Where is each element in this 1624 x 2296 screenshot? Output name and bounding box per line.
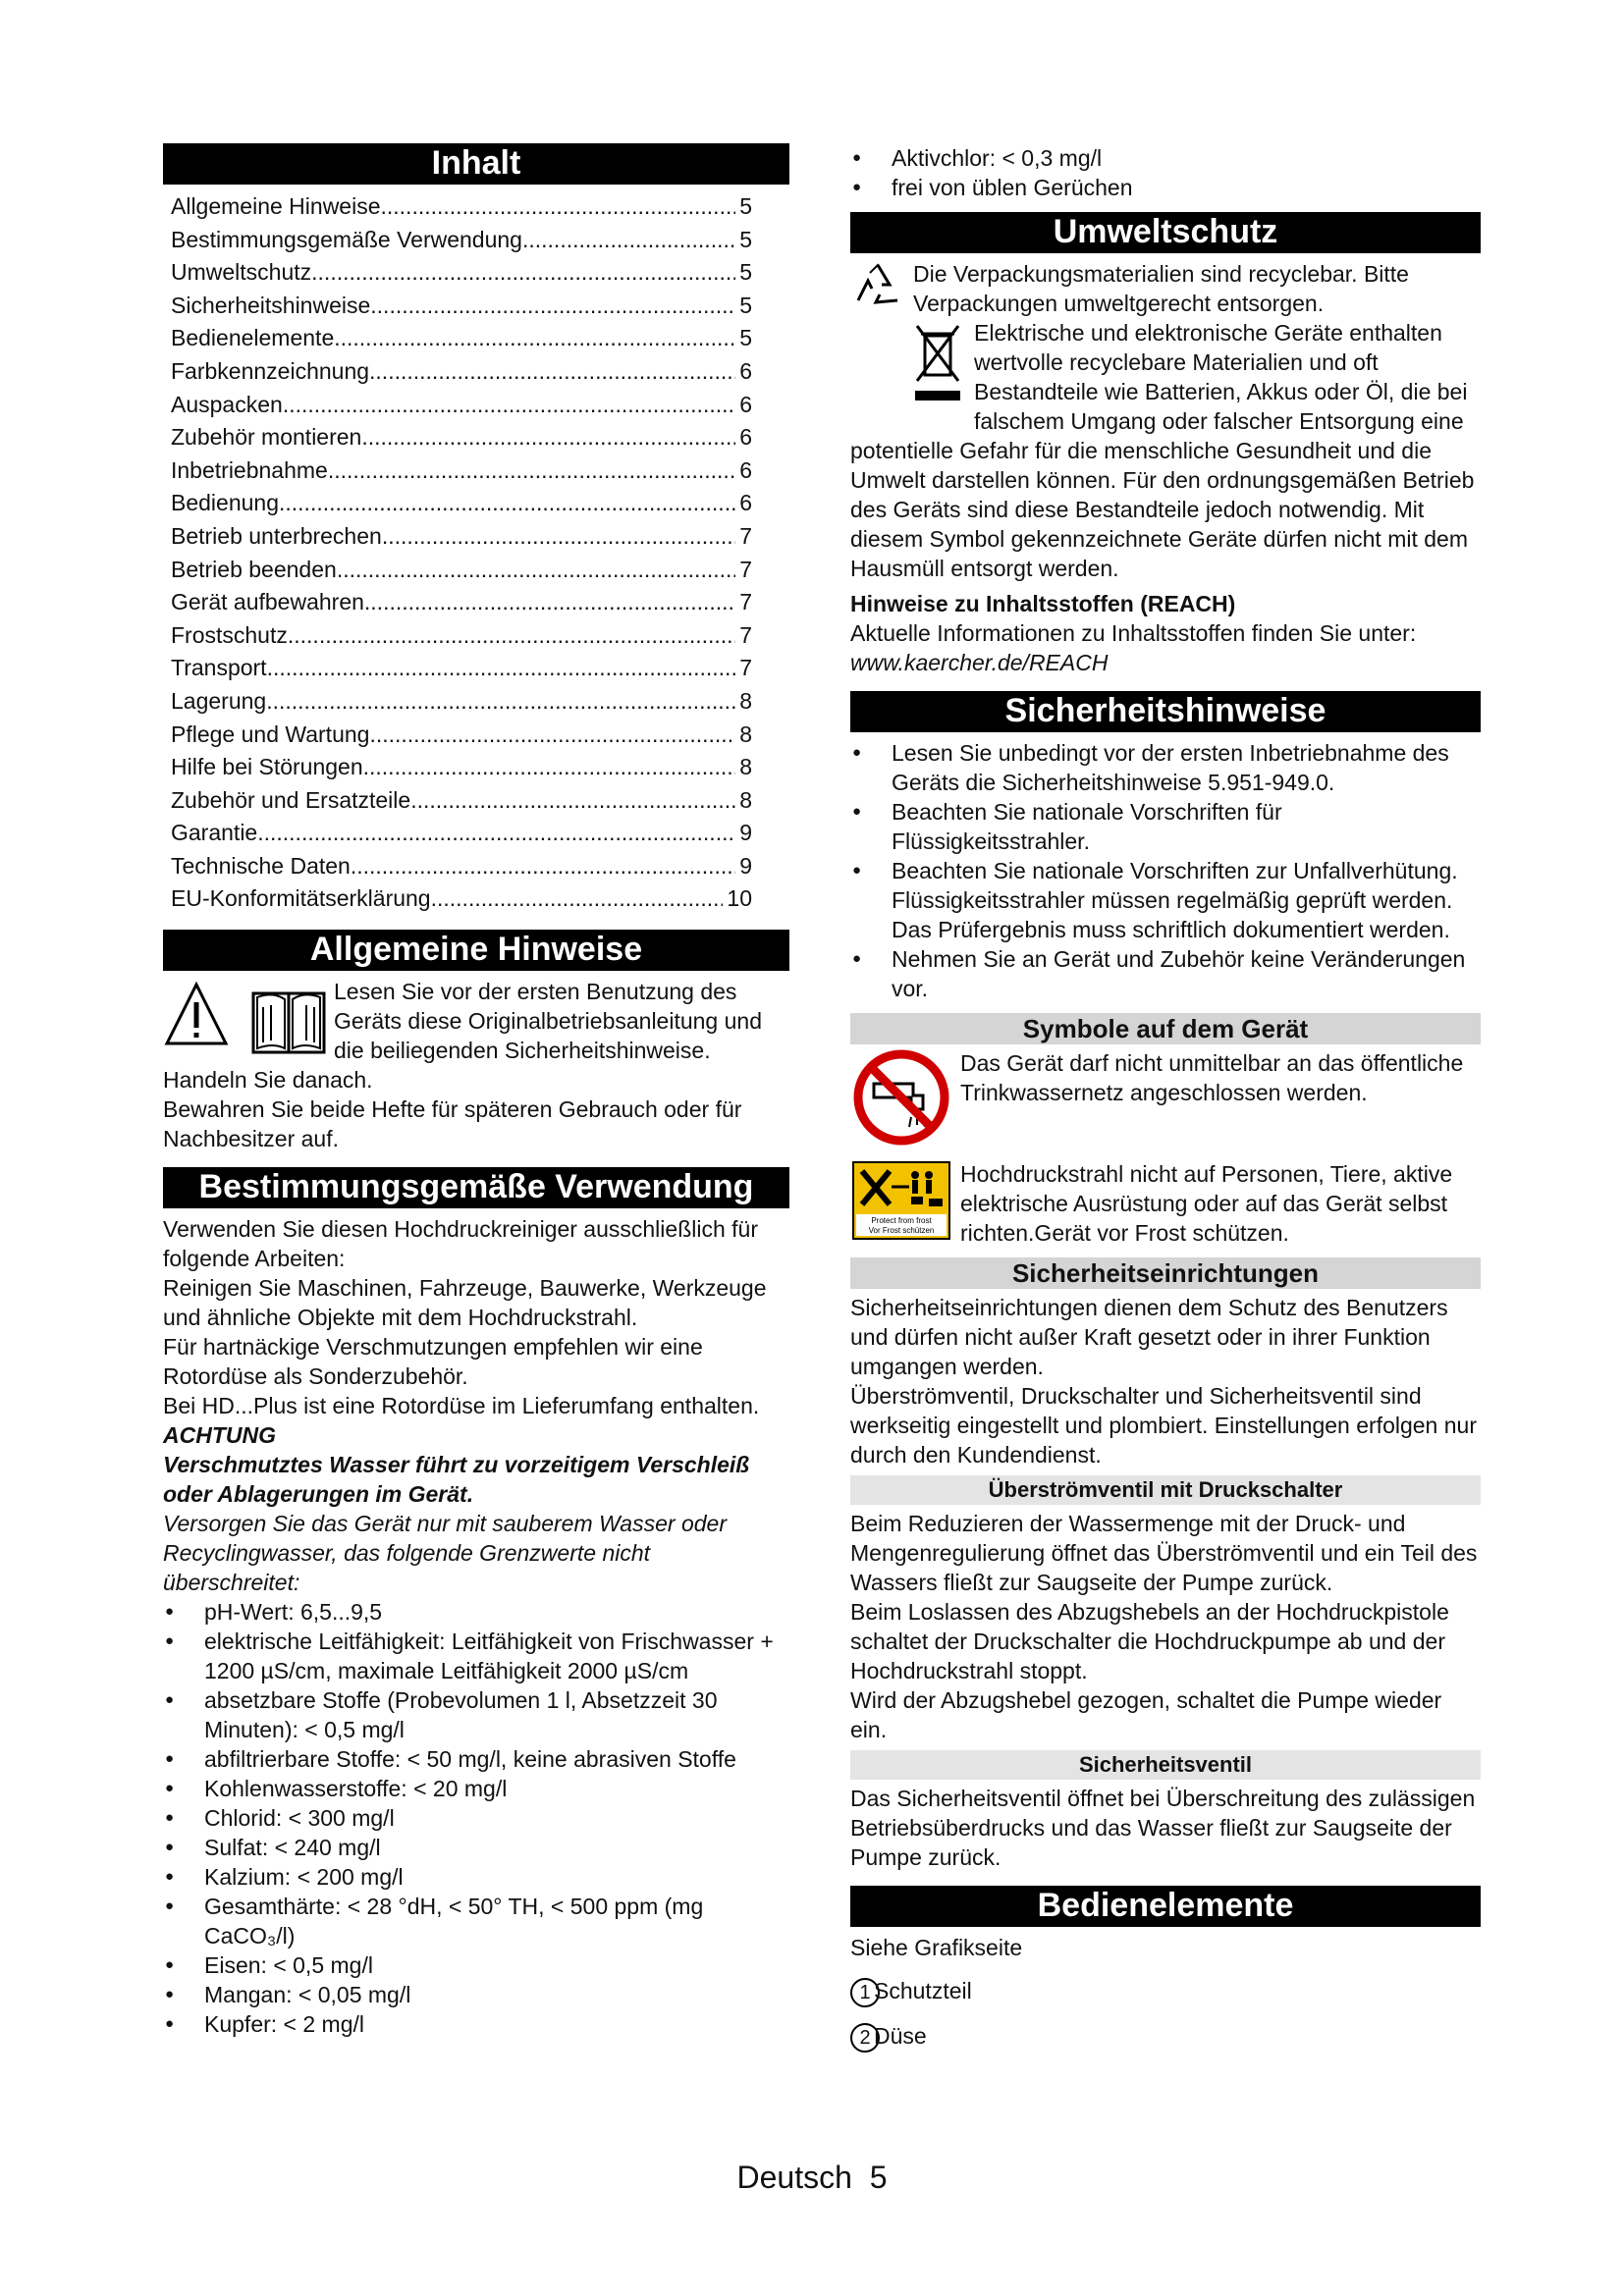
toc-list xyxy=(171,190,789,916)
environment-paragraph-1: Die Verpackungsmaterialien sind recyclebar. Bitte Verpackungen umweltgerecht entsorgen. xyxy=(913,261,1409,316)
environment-paragraph-2: Elektrische und elektronische Geräte enthalten wertvolle recyclebare Materialien und oft Bestandteile wie Batterien, Akkus oder Öl, die bei falschem Umgang oder falscher Entsorgung eine potentielle Gefahr für die menschliche Gesundheit und die Umwelt darstellen können. Für den ordnungsgemäßen Betrieb des Geräts sind diese Bestandteile jedoch notwendig. Mit diesem Symbol gekennzeichnete Geräte dürfen nicht mit dem Hausmüll entsorgt werden. xyxy=(850,320,1475,581)
intended-use-heading: Bestimmungsgemäße Verwendung xyxy=(163,1167,789,1208)
list-item: ● pH-Wert: 6,5...9,5 xyxy=(163,1597,789,1627)
safety-devices-paragraph-1: Sicherheitseinrichtungen dienen dem Schutz des Benutzers und dürfen nicht außer Kraft gesetzt oder in ihrer Funktion umgangen werden. xyxy=(850,1295,1448,1379)
list-item: ● Beachten Sie nationale Vorschriften für Flüssigkeitsstrahler. xyxy=(850,797,1481,856)
list-item: ● Chlorid: < 300 mg/l xyxy=(163,1803,789,1833)
no-spray-frost-warning-icon xyxy=(852,1161,950,1247)
list-item: ● Mangan: < 0,05 mg/l xyxy=(163,1980,789,2009)
list-item: ● Beachten Sie nationale Vorschriften zur Unfallverhütung. Flüssigkeitsstrahler müssen regelmäßig geprüft werden. Das Prüfergebnis muss schriftlich dokumentiert werden. xyxy=(850,856,1481,944)
toc-entry[interactable]: Bedienelemente ..... 5 xyxy=(171,322,752,355)
safety-devices-paragraph-2: Überströmventil, Druckschalter und Sicherheitsventil sind werkseitig eingestellt und plombiert. Einstellungen erfolgen nur durch den Kundendienst. xyxy=(850,1383,1477,1468)
toc-entry[interactable]: Betrieb beenden ..... 7 xyxy=(171,554,752,587)
reach-heading: Hinweise zu Inhaltsstoffen (REACH) xyxy=(850,591,1236,616)
toc-entry[interactable]: Sicherheitshinweise ..... 5 xyxy=(171,290,752,323)
crossed-bin-icon xyxy=(913,322,962,409)
toc-entry[interactable]: Bedienung ..... 6 xyxy=(171,487,752,520)
intended-paragraph-3: Für hartnäckige Verschmutzungen empfehlen wir eine Rotordüse als Sonderzubehör. xyxy=(163,1334,703,1390)
toc-entry[interactable]: Umweltschutz ..... 5 xyxy=(171,256,752,290)
overflow-paragraph-1: Beim Reduzieren der Wassermenge mit der Druck- und Mengenregulierung öffnet das Überströmventil und ein Teil des Wassers fließt zur Saugseite der Pumpe zurück. xyxy=(850,1511,1478,1595)
toc-entry[interactable]: Hilfe bei Störungen ..... 8 xyxy=(171,751,752,784)
toc-entry[interactable]: Gerät aufbewahren ..... 7 xyxy=(171,586,752,619)
list-item: ● Nehmen Sie an Gerät und Zubehör keine Veränderungen vor. xyxy=(850,944,1481,1003)
control-item-1: 1 Schutzteil xyxy=(850,1976,1481,2007)
list-item: ● Aktivchlor: < 0,3 mg/l xyxy=(850,143,1481,173)
right-column xyxy=(850,143,1481,2053)
general-paragraph-1: Lesen Sie vor der ersten Benutzung des Geräts diese Originalbetriebsanleitung und die beiliegenden Sicherheitshinweise. Handeln Sie danach. xyxy=(163,979,762,1094)
general-heading: Allgemeine Hinweise xyxy=(163,930,789,971)
water-limits-list-continued xyxy=(850,143,1481,202)
page-number: 5 xyxy=(869,2160,888,2195)
symbol-row-1 xyxy=(850,1048,1481,1153)
toc-entry[interactable]: Zubehör montieren ..... 6 xyxy=(171,421,752,454)
list-item: ● Sulfat: < 240 mg/l xyxy=(163,1833,789,1862)
no-drinking-water-connection-icon xyxy=(852,1048,950,1153)
toc-entry[interactable]: Betrieb unterbrechen ..... 7 xyxy=(171,520,752,554)
list-item: ● Kupfer: < 2 mg/l xyxy=(163,2009,789,2039)
warning-headline: Verschmutztes Wasser führt zu vorzeitigem Verschleiß oder Ablagerungen im Gerät. xyxy=(163,1452,750,1508)
icon-label-en: Protect from frost xyxy=(871,1216,932,1225)
safety-valve-heading: Sicherheitsventil xyxy=(850,1750,1481,1780)
warning-text: Versorgen Sie das Gerät nur mit sauberem Wasser oder Recyclingwasser, das folgende Grenzwerte nicht überschreitet: xyxy=(163,1511,727,1596)
icon-label-de: Vor Frost schützen xyxy=(868,1226,935,1235)
weee-notice xyxy=(850,318,1481,583)
toc-entry[interactable]: EU-Konformitätserklärung ..... 10 xyxy=(171,882,752,916)
water-limits-list xyxy=(163,1597,789,2039)
environment-heading: Umweltschutz xyxy=(850,212,1481,253)
intended-paragraph-4: Bei HD...Plus ist eine Rotordüse im Lieferumfang enthalten. xyxy=(163,1393,760,1419)
intended-paragraph-2: Reinigen Sie Maschinen, Fahrzeuge, Bauwerke, Werkzeuge und ähnliche Objekte mit dem Hochdruckstrahl. xyxy=(163,1275,767,1331)
toc-entry[interactable]: Allgemeine Hinweise ..... 5 xyxy=(171,190,752,224)
callout-number: 1 xyxy=(850,1978,880,2007)
symbol-1-text: Das Gerät darf nicht unmittelbar an das öffentliche Trinkwassernetz angeschlossen werden. xyxy=(960,1050,1464,1105)
list-item: ● elektrische Leitfähigkeit: Leitfähigkeit von Frischwasser + 1200 µS/cm, maximale Leitfähigkeit 2000 µS/cm xyxy=(163,1627,789,1685)
safety-valve-paragraph: Das Sicherheitsventil öffnet bei Überschreitung des zulässigen Betriebsüberdrucks und das Wasser fließt zur Saugseite der Pumpe zurück. xyxy=(850,1786,1476,1870)
list-item: ● Lesen Sie unbedingt vor der ersten Inbetriebnahme des Geräts die Sicherheitshinweise 5.951-949.0. xyxy=(850,738,1481,797)
page-footer xyxy=(0,2158,1624,2197)
toc-entry[interactable]: Auspacken ..... 6 xyxy=(171,389,752,422)
list-item: ● Kohlenwasserstoffe: < 20 mg/l xyxy=(163,1774,789,1803)
recycling-notice xyxy=(850,259,1481,318)
list-item: ● Eisen: < 0,5 mg/l xyxy=(163,1950,789,1980)
safety-devices-heading: Sicherheitseinrichtungen xyxy=(850,1257,1481,1289)
overflow-valve-heading: Überströmventil mit Druckschalter xyxy=(850,1475,1481,1505)
recycling-icon xyxy=(850,259,905,321)
toc-entry[interactable]: Farbkennzeichnung ..... 6 xyxy=(171,355,752,389)
list-item: ● Kalzium: < 200 mg/l xyxy=(163,1862,789,1892)
list-item: ● Gesamthärte: < 28 °dH, < 50° TH, < 500 ppm (mg CaCO₃/l) xyxy=(163,1892,789,1950)
book-icon xyxy=(249,988,328,1063)
callout-number: 2 xyxy=(850,2023,880,2053)
left-column xyxy=(163,143,789,2039)
controls-heading: Bedienelemente xyxy=(850,1886,1481,1927)
toc-entry[interactable]: Frostschutz ..... 7 xyxy=(171,619,752,653)
list-item: ● absetzbare Stoffe (Probevolumen 1 l, Absetzzeit 30 Minuten): < 0,5 mg/l xyxy=(163,1685,789,1744)
overflow-paragraph-2: Beim Loslassen des Abzugshebels an der Hochdruckpistole schaltet der Druckschalter die Hochdruckpumpe ab und der Hochdruckstrahl stoppt. xyxy=(850,1599,1449,1683)
toc-entry[interactable]: Bestimmungsgemäße Verwendung ..... 5 xyxy=(171,224,752,257)
controls-intro: Siehe Grafikseite xyxy=(850,1935,1023,1960)
list-item: ● abfiltrierbare Stoffe: < 50 mg/l, keine abrasiven Stoffe xyxy=(163,1744,789,1774)
symbol-row-2 xyxy=(850,1159,1481,1248)
list-item: ● frei von üblen Gerüchen xyxy=(850,173,1481,202)
toc-entry[interactable]: Transport ..... 7 xyxy=(171,652,752,685)
toc-entry[interactable]: Zubehör und Ersatzteile ..... 8 xyxy=(171,784,752,818)
control-item-2: 2 Düse xyxy=(850,2021,1481,2053)
intended-paragraph-1: Verwenden Sie diesen Hochdruckreiniger ausschließlich für folgende Arbeiten: xyxy=(163,1216,758,1272)
warning-label: ACHTUNG xyxy=(163,1422,276,1449)
symbol-2-text: Hochdruckstrahl nicht auf Personen, Tiere, aktive elektrische Ausrüstung oder auf das Gerät selbst richten.Gerät vor Frost schützen. xyxy=(960,1161,1453,1246)
toc-entry[interactable]: Inbetriebnahme ..... 6 xyxy=(171,454,752,488)
safety-list xyxy=(850,738,1481,1003)
symbols-heading: Symbole auf dem Gerät xyxy=(850,1013,1481,1044)
reach-link[interactable]: www.kaercher.de/REACH xyxy=(850,650,1109,675)
footer-language: Deutsch xyxy=(736,2160,852,2195)
toc-entry[interactable]: Pflege und Wartung ..... 8 xyxy=(171,719,752,752)
reach-text: Aktuelle Informationen zu Inhaltsstoffen finden Sie unter: www.kaercher.de/REACH xyxy=(850,620,1417,675)
general-paragraph-2: Bewahren Sie beide Hefte für späteren Gebrauch oder für Nachbesitzer auf. xyxy=(163,1096,742,1152)
safety-heading: Sicherheitshinweise xyxy=(850,691,1481,732)
toc-entry[interactable]: Technische Daten ..... 9 xyxy=(171,850,752,883)
toc-entry[interactable]: Lagerung ..... 8 xyxy=(171,685,752,719)
toc-entry[interactable]: Garantie ..... 9 xyxy=(171,817,752,850)
toc-heading: Inhalt xyxy=(163,143,789,185)
overflow-paragraph-3: Wird der Abzugshebel gezogen, schaltet die Pumpe wieder ein. xyxy=(850,1687,1442,1742)
